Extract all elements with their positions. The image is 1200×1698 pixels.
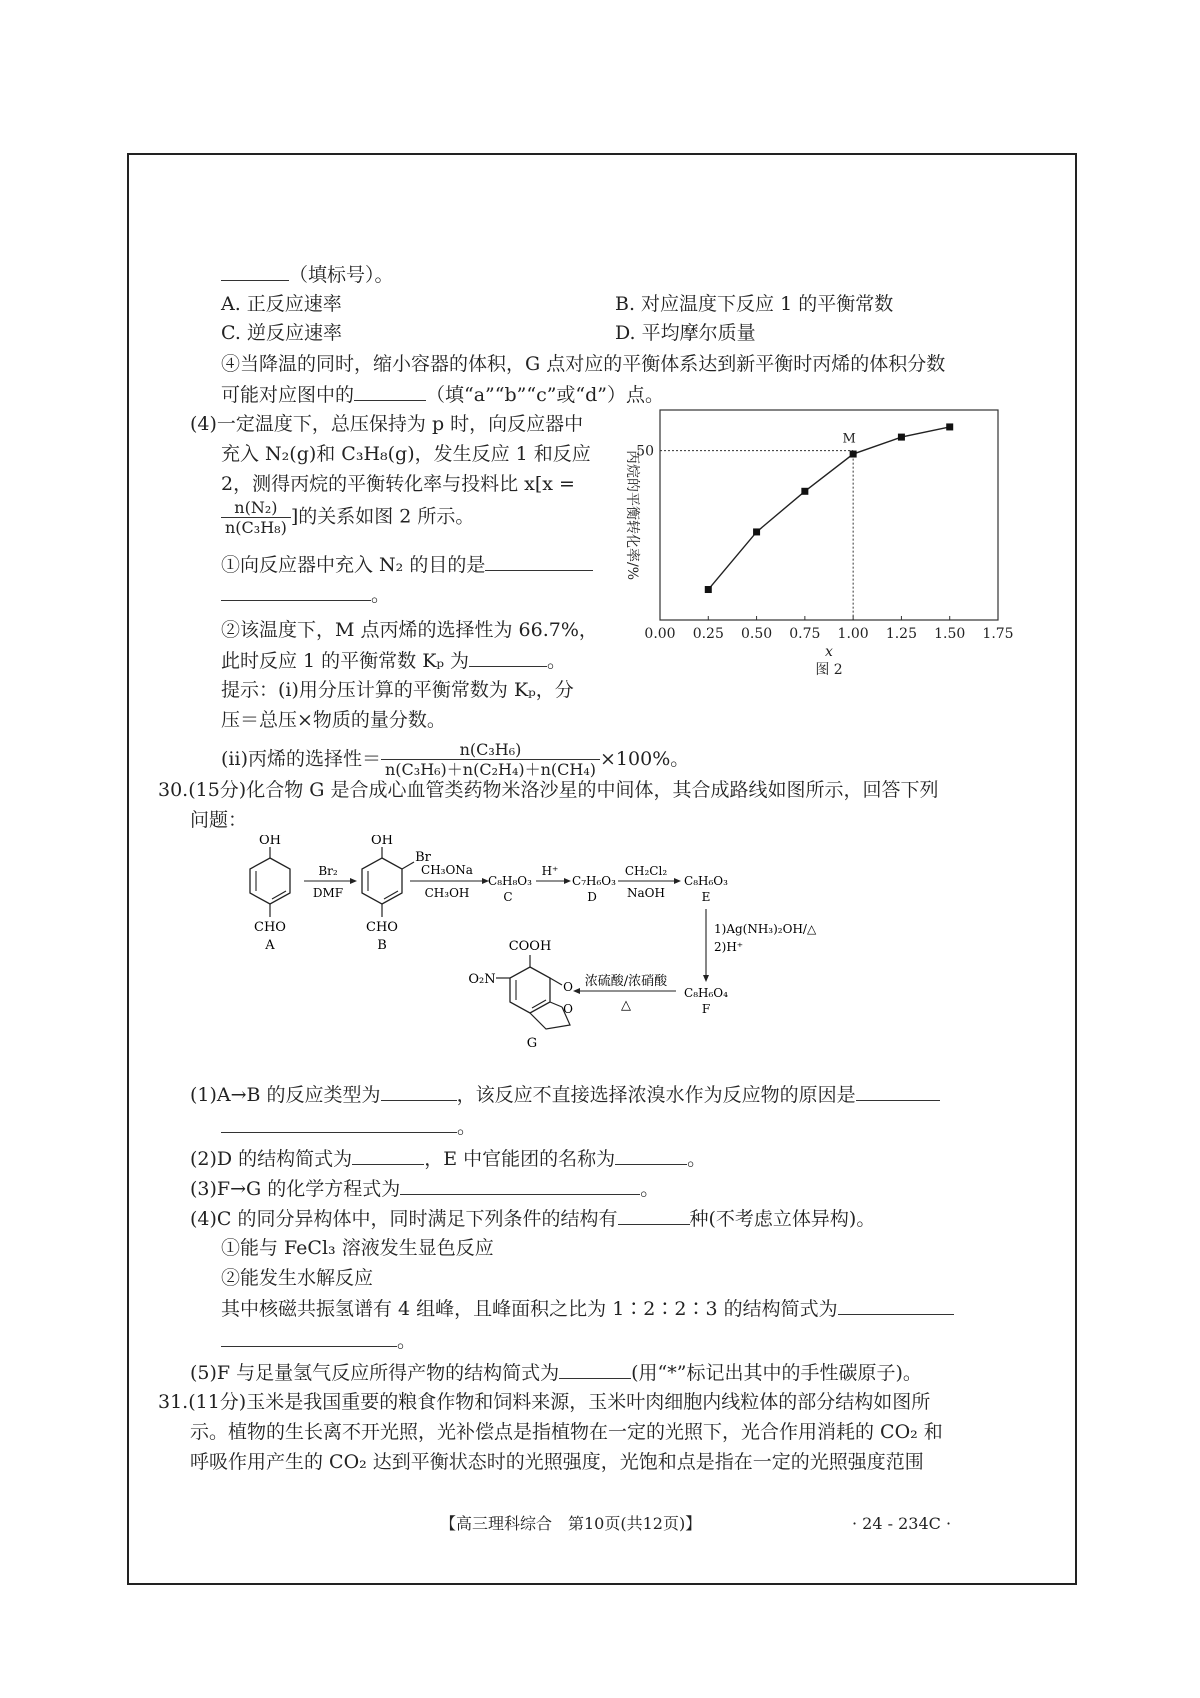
x-tick-label: 1.00 (837, 626, 869, 642)
reagent-ch2cl2: CH₂Cl₂ (624, 864, 668, 878)
q30-line2: 问题： (190, 809, 248, 831)
answer-blank[interactable] (559, 1360, 631, 1379)
x-tick-label: 0.00 (644, 626, 676, 642)
synthesis-scheme (220, 835, 940, 1105)
formula-f: C₈H₆O₄ (684, 986, 728, 1000)
label-g: G (526, 1036, 538, 1051)
x-tick-label: 1.75 (982, 626, 1014, 642)
y-axis-label: 丙烷的平衡转化率/% (624, 449, 640, 581)
cho-group: CHO (254, 920, 286, 935)
answer-blank[interactable] (221, 582, 371, 601)
svg-text:CHO: CHO (366, 920, 398, 935)
part4-line4: $\frac{\text{n(N₂)}}{\text{n(C₃H₈)}}$ ]的关系如图 2 所示。 (221, 498, 474, 537)
answer-blank[interactable] (838, 1296, 954, 1315)
answer-blank[interactable] (618, 1206, 690, 1225)
reagent-nitration: 浓硫酸/浓硝酸 (584, 974, 668, 989)
x-tick-label: 0.75 (789, 626, 821, 642)
figure-caption: 图 2 (815, 662, 843, 678)
part4-line1: (4)一定温度下，总压保持为 p 时，向反应器中 (190, 413, 584, 435)
answer-blank[interactable] (221, 1328, 397, 1347)
reagent-ch3oh: CH₃OH (424, 886, 470, 900)
hint-line2: 压＝总压×物质的量分数。 (221, 709, 446, 731)
oh-group: OH (259, 835, 281, 848)
svg-text:OH: OH (371, 835, 393, 848)
reagent-tollens: 1)Ag(NH₃)₂OH/△ (714, 922, 817, 936)
reagent-ch3ona: CH₃ONa (421, 863, 473, 877)
option-c: C. 逆反应速率 (221, 322, 342, 344)
x-tick-label: 1.25 (885, 626, 918, 642)
series-line (708, 427, 949, 590)
compound-g (468, 939, 573, 1051)
label-a: A (265, 938, 275, 953)
q30-p4: (4)C 的同分异构体中，同时满足下列条件的结构有 种(不考虑立体异构)。 (190, 1208, 876, 1230)
part4-line2: 充入 N₂(g)和 C₃H₈(g)，发生反应 1 和反应 (221, 443, 591, 465)
sub1-line: ①向反应器中充入 N₂ 的目的是 (221, 552, 593, 577)
compound-b (362, 835, 432, 953)
data-point-5 (898, 434, 905, 441)
answer-blank[interactable] (221, 262, 289, 281)
item4-line1: ④当降温的同时，缩小容器的体积，G 点对应的平衡体系达到新平衡时丙烯的体积分数 (221, 353, 946, 375)
formula-e: C₈H₆O₃ (684, 874, 728, 888)
q31-line1: 31.(11分)玉米是我国重要的粮食作物和饲料来源，玉米叶肉细胞内线粒体的部分结构如图所 (158, 1391, 931, 1413)
reagent-dmf: DMF (312, 886, 344, 900)
q30-p4-nmr: 其中核磁共振氢谱有 4 组峰，且峰面积之比为 1∶2∶2∶3 的结构简式为 (221, 1296, 954, 1321)
label-b: B (377, 938, 387, 953)
formula-c: C₈H₈O₃ (488, 874, 532, 888)
x-tick-label: 0.50 (740, 626, 773, 642)
ring-oxygen: O (563, 980, 573, 994)
answer-blank[interactable] (856, 1082, 940, 1101)
reagent-h: H⁺ (541, 864, 559, 878)
answer-blank[interactable] (352, 1146, 424, 1165)
reagent-br2: Br₂ (318, 864, 338, 878)
hint-line1: 提示：(ⅰ)用分压计算的平衡常数为 Kₚ，分 (221, 679, 574, 701)
item4-line2: 可能对应图中的 （填“a”“b”“c”或“d”）点。 (221, 384, 665, 406)
q30-p4-cond2: ②能发生水解反应 (221, 1267, 374, 1289)
ring-oxygen: O (563, 1002, 573, 1016)
y-tick-label: 50 (636, 443, 654, 460)
answer-blank[interactable] (381, 1082, 457, 1101)
data-point-3 (801, 488, 808, 495)
answer-blank[interactable] (400, 1176, 640, 1195)
label-d: D (587, 890, 597, 904)
answer-blank[interactable] (221, 1114, 457, 1133)
data-point-4 (850, 451, 857, 458)
compound-a (250, 835, 290, 953)
point-label-m: M (842, 431, 856, 447)
data-point-1 (705, 586, 712, 593)
q30-p5: (5)F 与足量氢气反应所得产物的结构简式为 (用“*”标记出其中的手性碳原子)。 (190, 1362, 922, 1384)
answer-blank[interactable] (469, 648, 547, 667)
footer-code: · 24 - 234C · (852, 1514, 952, 1533)
fill-line: （填标号）。 (221, 262, 394, 287)
data-point-6 (946, 423, 953, 430)
answer-blank[interactable] (615, 1146, 687, 1165)
sub2-line1: ②该温度下，M 点丙烯的选择性为 66.7%， (221, 619, 598, 641)
q30-p2: (2)D 的结构简式为 ，E 中官能团的名称为 。 (190, 1148, 707, 1170)
cooh-group: COOH (508, 939, 552, 954)
sub2-line2: 此时反应 1 的平衡常数 Kₚ 为 。 (221, 650, 567, 672)
footer-page-info: 【高三理科综合 第10页(共12页)】 (440, 1514, 702, 1533)
data-point-2 (753, 528, 760, 535)
reagent-heat: △ (621, 998, 631, 1013)
x-axis-label: x (825, 644, 833, 660)
q30-line1: 30.(15分)化合物 G 是合成心血管类药物米洛沙星的中间体，其合成路线如图所示，回答下列 (158, 779, 939, 801)
label-e: E (701, 890, 711, 904)
answer-blank[interactable] (354, 382, 426, 401)
selectivity-fraction: $\frac{\text{n(C₃H₆)}}{\text{n(C₃H₆)＋n(C₂H₄)＋n(CH₄)}}$ (381, 740, 600, 779)
q30-p3: (3)F→G 的化学方程式为 。 (190, 1178, 660, 1200)
x-tick-label: 0.25 (692, 626, 724, 642)
x-tick-label: 1.50 (934, 626, 966, 642)
sub1-line2: 。 (221, 582, 390, 607)
conversion-chart (600, 400, 1020, 680)
label-f: F (701, 1002, 711, 1016)
q30-p1: (1)A→B 的反应类型为 ，该反应不直接选择浓溴水作为反应物的原因是 (190, 1082, 940, 1107)
q30-p1-cont: 。 (221, 1114, 476, 1139)
formula-d: C₇H₆O₃ (572, 874, 616, 888)
q30-p4-cont: 。 (221, 1328, 416, 1353)
br-group: Br (415, 850, 431, 865)
q31-line2: 示。植物的生长离不开光照，光补偿点是指植物在一定的光照下，光合作用消耗的 CO₂ 和 (190, 1421, 943, 1443)
part4-line3: 2，测得丙烷的平衡转化率与投料比 x[x = (221, 473, 575, 495)
q31-line3: 呼吸作用产生的 CO₂ 达到平衡状态时的光照强度，光饱和点是指在一定的光照强度范围 (190, 1451, 924, 1473)
ratio-fraction: $\frac{\text{n(N₂)}}{\text{n(C₃H₈)}}$ (221, 498, 291, 537)
o2n-group: O₂N (468, 972, 496, 987)
reagent-naoh: NaOH (627, 886, 665, 900)
answer-blank[interactable] (485, 552, 593, 571)
reagent-acid: 2)H⁺ (714, 940, 744, 954)
option-d: D. 平均摩尔质量 (615, 322, 756, 344)
option-a: A. 正反应速率 (221, 293, 342, 315)
hint-line3: (ⅱ)丙烯的选择性＝ $\frac{\text{n(C₃H₆)}}{\text{n(C₃H₆)＋n(C₂H₄)＋n(CH₄)}}$ ×100%。 (221, 740, 690, 779)
option-b: B. 对应温度下反应 1 的平衡常数 (615, 293, 894, 315)
label-c: C (503, 890, 513, 904)
q30-p4-cond1: ①能与 FeCl₃ 溶液发生显色反应 (221, 1237, 494, 1259)
